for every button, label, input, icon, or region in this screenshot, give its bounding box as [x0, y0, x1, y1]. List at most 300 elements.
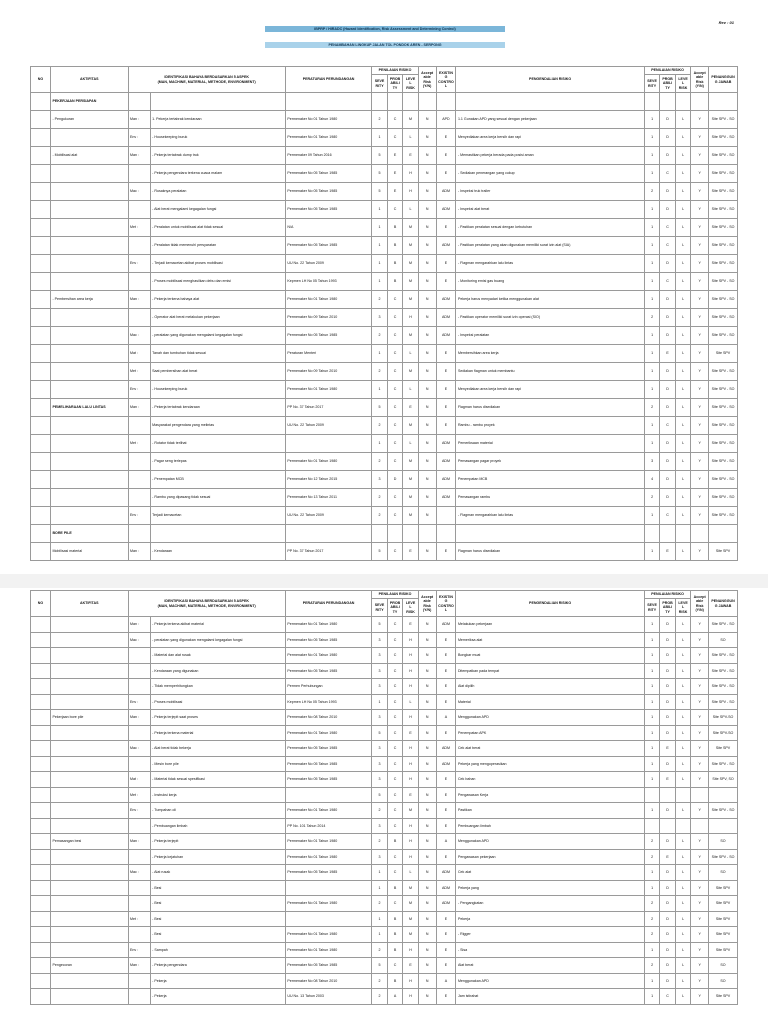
cell-acceptable: N — [418, 787, 436, 803]
cell-level-2: L — [675, 201, 691, 219]
col-penilaian-2: PENILAIAN RISIKO — [644, 67, 691, 75]
cell-severity: 3 — [372, 818, 388, 834]
col-penanggung-jawab: PENANGGUNG JAWAB — [709, 67, 738, 93]
cell-aspek: Man : — [128, 291, 150, 309]
cell-peraturan: Permenaker No 01 Tahun 1980 — [285, 617, 371, 633]
cell-penanggung-jawab — [709, 93, 738, 111]
cell-no — [31, 694, 51, 710]
table-row — [31, 507, 738, 525]
cell-acceptable-2: Y — [691, 648, 709, 664]
cell-level: H — [403, 632, 419, 648]
col-probability-2: PROBABILITY — [660, 75, 676, 93]
cell-pengendalian: Penempatan MCB — [456, 471, 644, 489]
cell-acceptable-2: Y — [691, 471, 709, 489]
table-row — [31, 896, 738, 912]
cell-acceptable: N — [418, 543, 436, 561]
cell-aktifitas — [50, 273, 128, 291]
cell-level: E — [403, 787, 419, 803]
table-row — [31, 818, 738, 834]
cell-level-2: L — [675, 989, 691, 1005]
cell-probability: B — [387, 273, 403, 291]
cell-severity: 3 — [372, 632, 388, 648]
cell-acceptable: N — [418, 273, 436, 291]
cell-level-2: L — [675, 663, 691, 679]
cell-probability: B — [387, 237, 403, 255]
cell-severity-2: 1 — [644, 772, 660, 788]
cell-acceptable: N — [418, 679, 436, 695]
cell-no — [31, 911, 51, 927]
cell-bahaya: Masyarakat pengendara yang melintas — [150, 417, 285, 435]
cell-penanggung-jawab: Site SPV — [709, 741, 738, 757]
cell-probability-2: D — [660, 291, 676, 309]
cell-aspek — [128, 927, 150, 943]
cell-severity-2: 2 — [644, 183, 660, 201]
cell-penanggung-jawab: Site SPV - SO — [709, 219, 738, 237]
cell-probability: C — [387, 363, 403, 381]
cell-pengendalian: - Sediakan penerangan yang cukup — [456, 165, 644, 183]
cell-severity: 2 — [372, 327, 388, 345]
cell-level: L — [403, 865, 419, 881]
cell-aspek: Man : — [128, 834, 150, 850]
cell-bahaya: - Pekerja terkena akibat material — [150, 617, 285, 633]
table-row — [31, 725, 738, 741]
cell-pengendalian: - Pastikan operator memiliki surat izin operasi (SIO) — [456, 309, 644, 327]
cell-existing-control: E — [436, 632, 456, 648]
cell-peraturan: PP No. 37 Tahun 2017 — [285, 543, 371, 561]
cell-probability-2: D — [660, 363, 676, 381]
cell-aspek: Man : — [128, 111, 150, 129]
cell-existing-control: E — [436, 165, 456, 183]
table-row — [31, 803, 738, 819]
cell-no — [31, 725, 51, 741]
cell-bahaya: - Sampah — [150, 942, 285, 958]
cell-acceptable-2: Y — [691, 756, 709, 772]
cell-probability: C — [387, 435, 403, 453]
cell-existing-control: E — [436, 543, 456, 561]
cell-probability: C — [387, 648, 403, 664]
cell-probability-2: D — [660, 453, 676, 471]
cell-peraturan: Permenaker No 05 Tahun 1985 — [285, 327, 371, 345]
cell-bahaya: - Tumpahan oli — [150, 803, 285, 819]
cell-acceptable: N — [418, 471, 436, 489]
cell-severity-2: 1 — [644, 973, 660, 989]
cell-penanggung-jawab: Site SPV — [709, 880, 738, 896]
col-penilaian-2: PENILAIAN RISIKO — [644, 591, 691, 599]
table-row — [31, 710, 738, 726]
cell-aspek: Man : — [128, 147, 150, 165]
cell-bahaya: - Pekerja terjepit saat proses — [150, 710, 285, 726]
table-row — [31, 787, 738, 803]
cell-existing-control: ADM — [436, 617, 456, 633]
cell-pengendalian: Pemasangan rambu — [456, 489, 644, 507]
cell-pengendalian: Alat berat — [456, 958, 644, 974]
cell-peraturan: Permenaker No 08 Tahun 2010 — [285, 973, 371, 989]
cell-aspek: Mac : — [128, 183, 150, 201]
cell-existing-control: ADM — [436, 489, 456, 507]
cell-existing-control: E — [436, 417, 456, 435]
table-row — [31, 147, 738, 165]
cell-level: M — [403, 111, 419, 129]
cell-pengendalian: - Inspeksi alat berat — [456, 201, 644, 219]
cell-probability: B — [387, 927, 403, 943]
cell-severity-2: 1 — [644, 237, 660, 255]
table-row — [31, 865, 738, 881]
cell-acceptable-2: Y — [691, 309, 709, 327]
cell-probability: E — [387, 147, 403, 165]
cell-probability-2 — [660, 525, 676, 543]
cell-severity-2: 4 — [644, 471, 660, 489]
cell-level: M — [403, 471, 419, 489]
col-level-2: LEVEL RISK — [675, 75, 691, 93]
cell-pengendalian: Menyediakan area kerja bersih dan rapi — [456, 129, 644, 147]
revision-label: Rev : 01 — [718, 20, 734, 25]
cell-no — [31, 453, 51, 471]
cell-acceptable-2: Y — [691, 679, 709, 695]
cell-penanggung-jawab: Site SPV - SO — [709, 489, 738, 507]
cell-severity: 1 — [372, 880, 388, 896]
cell-probability: B — [387, 942, 403, 958]
cell-probability-2: D — [660, 896, 676, 912]
table-row — [31, 219, 738, 237]
cell-no — [31, 710, 51, 726]
cell-penanggung-jawab: Site SPV - SO — [709, 435, 738, 453]
cell-existing-control: E — [436, 958, 456, 974]
cell-acceptable: N — [418, 255, 436, 273]
cell-existing-control: E — [436, 363, 456, 381]
cell-existing-control: E — [436, 818, 456, 834]
cell-existing-control: A — [436, 973, 456, 989]
cell-severity-2: 1 — [644, 663, 660, 679]
cell-level-2: L — [675, 927, 691, 943]
cell-peraturan: Permenaker No 09 Tahun 2010 — [285, 363, 371, 381]
cell-severity-2: 1 — [644, 632, 660, 648]
cell-level: H — [403, 772, 419, 788]
cell-no — [31, 201, 51, 219]
cell-aspek: Env : — [128, 129, 150, 147]
cell-severity-2: 1 — [644, 165, 660, 183]
cell-penanggung-jawab: Site SPV - SO — [709, 381, 738, 399]
cell-severity-2: 1 — [644, 741, 660, 757]
cell-pengendalian: - Monitoring emisi gas buang — [456, 273, 644, 291]
cell-severity-2: 1 — [644, 694, 660, 710]
cell-bahaya: - Pekerja pengendara terkena cuaca malam — [150, 165, 285, 183]
cell-peraturan: Permenaker No 01 Tahun 1980 — [285, 129, 371, 147]
cell-acceptable-2: Y — [691, 345, 709, 363]
cell-severity-2 — [644, 818, 660, 834]
cell-severity-2: 1 — [644, 989, 660, 1005]
table-row — [31, 489, 738, 507]
cell-probability: C — [387, 309, 403, 327]
cell-aktifitas: Pengecoran — [50, 958, 128, 974]
table-row — [31, 345, 738, 363]
cell-severity: 1 — [372, 255, 388, 273]
cell-peraturan: Permenaker No 01 Tahun 1980 — [285, 849, 371, 865]
cell-acceptable-2: Y — [691, 489, 709, 507]
cell-peraturan: Permenaker No 09 Tahun 2010 — [285, 309, 371, 327]
cell-probability: E — [387, 165, 403, 183]
cell-level-2: L — [675, 165, 691, 183]
cell-existing-control: ADM — [436, 865, 456, 881]
cell-pengendalian: Pengawasan Kerja — [456, 787, 644, 803]
cell-probability: B — [387, 911, 403, 927]
cell-level-2: L — [675, 381, 691, 399]
cell-severity: 1 — [372, 129, 388, 147]
cell-probability: C — [387, 849, 403, 865]
cell-probability-2: D — [660, 381, 676, 399]
cell-aktifitas: Mobilisasi material — [50, 543, 128, 561]
cell-level: L — [403, 694, 419, 710]
cell-acceptable: N — [418, 880, 436, 896]
cell-severity: 1 — [372, 927, 388, 943]
table-row — [31, 363, 738, 381]
cell-level-2: L — [675, 471, 691, 489]
cell-bahaya: Saat pembersihan alat berat — [150, 363, 285, 381]
cell-probability: C — [387, 381, 403, 399]
cell-existing-control: ADM — [436, 183, 456, 201]
cell-pengendalian: Memeriksa alat — [456, 632, 644, 648]
cell-penanggung-jawab: Site SPV - SO — [709, 679, 738, 695]
cell-acceptable — [418, 525, 436, 543]
table-row — [31, 679, 738, 695]
cell-probability-2: D — [660, 617, 676, 633]
cell-severity: 2 — [372, 417, 388, 435]
cell-acceptable-2: Y — [691, 399, 709, 417]
cell-acceptable: N — [418, 237, 436, 255]
cell-no — [31, 989, 51, 1005]
cell-no — [31, 219, 51, 237]
cell-severity: 1 — [372, 237, 388, 255]
table-row — [31, 772, 738, 788]
cell-probability-2: D — [660, 865, 676, 881]
cell-aktifitas — [50, 663, 128, 679]
cell-peraturan: UU No. 13 Tahun 2003 — [285, 989, 371, 1005]
cell-acceptable: N — [418, 725, 436, 741]
cell-severity-2: 2 — [644, 927, 660, 943]
cell-severity-2: 2 — [644, 849, 660, 865]
cell-acceptable: N — [418, 710, 436, 726]
cell-pengendalian: Pemeriksaan material — [456, 435, 644, 453]
cell-acceptable-2 — [691, 525, 709, 543]
cell-penanggung-jawab: Site SPV - SO — [709, 129, 738, 147]
cell-bahaya: - Peralatan tidak memenuhi persyaratan — [150, 237, 285, 255]
cell-pengendalian: Rambu - rambu proyek — [456, 417, 644, 435]
cell-level-2: L — [675, 309, 691, 327]
cell-severity-2: 2 — [644, 834, 660, 850]
col-aktifitas: AKTIFITAS — [50, 67, 128, 93]
cell-aktifitas — [50, 741, 128, 757]
cell-level: L — [403, 345, 419, 363]
cell-peraturan: Permenaker No 05 Tahun 1985 — [285, 865, 371, 881]
cell-severity-2: 1 — [644, 710, 660, 726]
col-aktifitas: AKTIFITAS — [50, 591, 128, 617]
cell-aktifitas — [50, 417, 128, 435]
cell-level-2: L — [675, 273, 691, 291]
cell-aktifitas — [50, 183, 128, 201]
cell-probability: C — [387, 803, 403, 819]
cell-acceptable: N — [418, 694, 436, 710]
col-penanggung-jawab: PENANGGUNG JAWAB — [709, 591, 738, 617]
cell-probability-2: D — [660, 958, 676, 974]
cell-acceptable: N — [418, 958, 436, 974]
cell-existing-control: E — [436, 273, 456, 291]
cell-penanggung-jawab: Site SPV - SO — [709, 803, 738, 819]
cell-level-2: L — [675, 911, 691, 927]
cell-existing-control: ADM — [436, 880, 456, 896]
cell-no — [31, 165, 51, 183]
cell-severity: 1 — [372, 201, 388, 219]
cell-acceptable: N — [418, 803, 436, 819]
cell-aspek — [128, 663, 150, 679]
cell-existing-control: E — [436, 663, 456, 679]
cell-bahaya: - Rotator tidak terlihat — [150, 435, 285, 453]
cell-penanggung-jawab: SO — [709, 958, 738, 974]
cell-probability-2: E — [660, 543, 676, 561]
cell-bahaya: - Housekeeping buruk — [150, 129, 285, 147]
col-no: NO — [31, 591, 51, 617]
cell-level — [403, 93, 419, 111]
cell-penanggung-jawab: Site SPV-SO — [709, 725, 738, 741]
cell-aspek: Met : — [128, 911, 150, 927]
cell-peraturan: Permenaker No 01 Tahun 1980 — [285, 803, 371, 819]
cell-existing-control: E — [436, 787, 456, 803]
cell-level-2: L — [675, 958, 691, 974]
table-row — [31, 741, 738, 757]
cell-severity-2: 1 — [644, 435, 660, 453]
cell-penanggung-jawab: Site SPV - SO — [709, 147, 738, 165]
cell-aspek: Mac : — [128, 865, 150, 881]
cell-no — [31, 381, 51, 399]
cell-probability: C — [387, 725, 403, 741]
cell-penanggung-jawab — [709, 787, 738, 803]
cell-penanggung-jawab: Site SPV - SO — [709, 165, 738, 183]
cell-probability: C — [387, 632, 403, 648]
cell-aktifitas — [50, 617, 128, 633]
cell-acceptable: N — [418, 399, 436, 417]
cell-severity: 3 — [372, 663, 388, 679]
table-row — [31, 973, 738, 989]
cell-severity-2: 2 — [644, 309, 660, 327]
cell-probability-2: D — [660, 648, 676, 664]
cell-peraturan: Permenaker No 01 Tahun 1980 — [285, 725, 371, 741]
cell-probability-2: D — [660, 471, 676, 489]
cell-level-2: L — [675, 896, 691, 912]
cell-bahaya: - Rusaknya peralatan — [150, 183, 285, 201]
cell-acceptable-2: Y — [691, 663, 709, 679]
cell-level: H — [403, 741, 419, 757]
cell-severity: 5 — [372, 183, 388, 201]
table-row — [31, 911, 738, 927]
cell-acceptable: N — [418, 417, 436, 435]
cell-probability-2: D — [660, 201, 676, 219]
cell-peraturan: Permenaker No 05 Tahun 1985 — [285, 165, 371, 183]
cell-no — [31, 818, 51, 834]
cell-probability: C — [387, 507, 403, 525]
cell-severity: 5 — [372, 787, 388, 803]
cell-aspek — [128, 489, 150, 507]
cell-penanggung-jawab: SO — [709, 973, 738, 989]
cell-bahaya: - Pembuangan limbah — [150, 818, 285, 834]
cell-acceptable-2 — [691, 93, 709, 111]
cell-acceptable: N — [418, 291, 436, 309]
cell-level-2: L — [675, 741, 691, 757]
cell-no — [31, 255, 51, 273]
cell-peraturan — [285, 435, 371, 453]
cell-aktifitas: Pekerjaan bore pile — [50, 710, 128, 726]
cell-severity-2: 1 — [644, 219, 660, 237]
cell-acceptable: N — [418, 363, 436, 381]
cell-aspek: Met : — [128, 787, 150, 803]
cell-severity-2: 1 — [644, 111, 660, 129]
cell-severity: 1 — [372, 911, 388, 927]
cell-existing-control: ADM — [436, 291, 456, 309]
cell-no — [31, 880, 51, 896]
cell-existing-control: E — [436, 345, 456, 363]
cell-bahaya: - peralatan yang digunakan mengalami kegagalan fungsi — [150, 632, 285, 648]
cell-acceptable-2: Y — [691, 865, 709, 881]
col-severity-2: SEVERITY — [644, 75, 660, 93]
cell-level: M — [403, 273, 419, 291]
cell-severity-2: 1 — [644, 942, 660, 958]
cell-bahaya: - Pekerja kejatuhan — [150, 849, 285, 865]
cell-bahaya: - Material tidak sesuai spesifikasi — [150, 772, 285, 788]
document-title: IBPRP / HIRADC (Hazard Identification, Risk Assessment and Determining Control) — [265, 26, 505, 32]
cell-bahaya: - Pekerja terkena bahaya alat — [150, 291, 285, 309]
cell-aktifitas — [50, 725, 128, 741]
cell-no — [31, 111, 51, 129]
table-row — [31, 694, 738, 710]
cell-probability: C — [387, 679, 403, 695]
col-identifikasi — [128, 591, 285, 617]
cell-pengendalian: - Sisa — [456, 942, 644, 958]
cell-penanggung-jawab: SO — [709, 865, 738, 881]
table-row — [31, 291, 738, 309]
cell-penanggung-jawab: Site SPV - SO — [709, 111, 738, 129]
cell-existing-control: ADM — [436, 201, 456, 219]
cell-probability: C — [387, 710, 403, 726]
cell-acceptable-2: Y — [691, 147, 709, 165]
cell-no — [31, 679, 51, 695]
cell-probability-2: E — [660, 345, 676, 363]
cell-penanggung-jawab — [709, 818, 738, 834]
cell-penanggung-jawab: Site SPV - SO — [709, 291, 738, 309]
cell-bahaya: - Pekerja pengendara — [150, 958, 285, 974]
cell-aspek — [128, 679, 150, 695]
table-row — [31, 399, 738, 417]
cell-severity: 5 — [372, 958, 388, 974]
cell-pengendalian: Menggunakan APD — [456, 710, 644, 726]
cell-acceptable-2: Y — [691, 165, 709, 183]
cell-acceptable: N — [418, 309, 436, 327]
cell-no — [31, 507, 51, 525]
cell-acceptable-2: Y — [691, 849, 709, 865]
cell-probability-2: D — [660, 632, 676, 648]
cell-aspek — [128, 165, 150, 183]
cell-existing-control: E — [436, 772, 456, 788]
cell-level: M — [403, 291, 419, 309]
cell-no — [31, 273, 51, 291]
page-gap — [0, 574, 768, 588]
cell-acceptable: N — [418, 896, 436, 912]
cell-probability-2: D — [660, 309, 676, 327]
cell-acceptable-2: Y — [691, 129, 709, 147]
cell-acceptable-2: Y — [691, 453, 709, 471]
cell-severity-2: 2 — [644, 911, 660, 927]
cell-no — [31, 787, 51, 803]
cell-probability-2: C — [660, 219, 676, 237]
cell-acceptable-2: Y — [691, 741, 709, 757]
cell-aktifitas: - Mobilisasi alat — [50, 147, 128, 165]
cell-aktifitas — [50, 165, 128, 183]
